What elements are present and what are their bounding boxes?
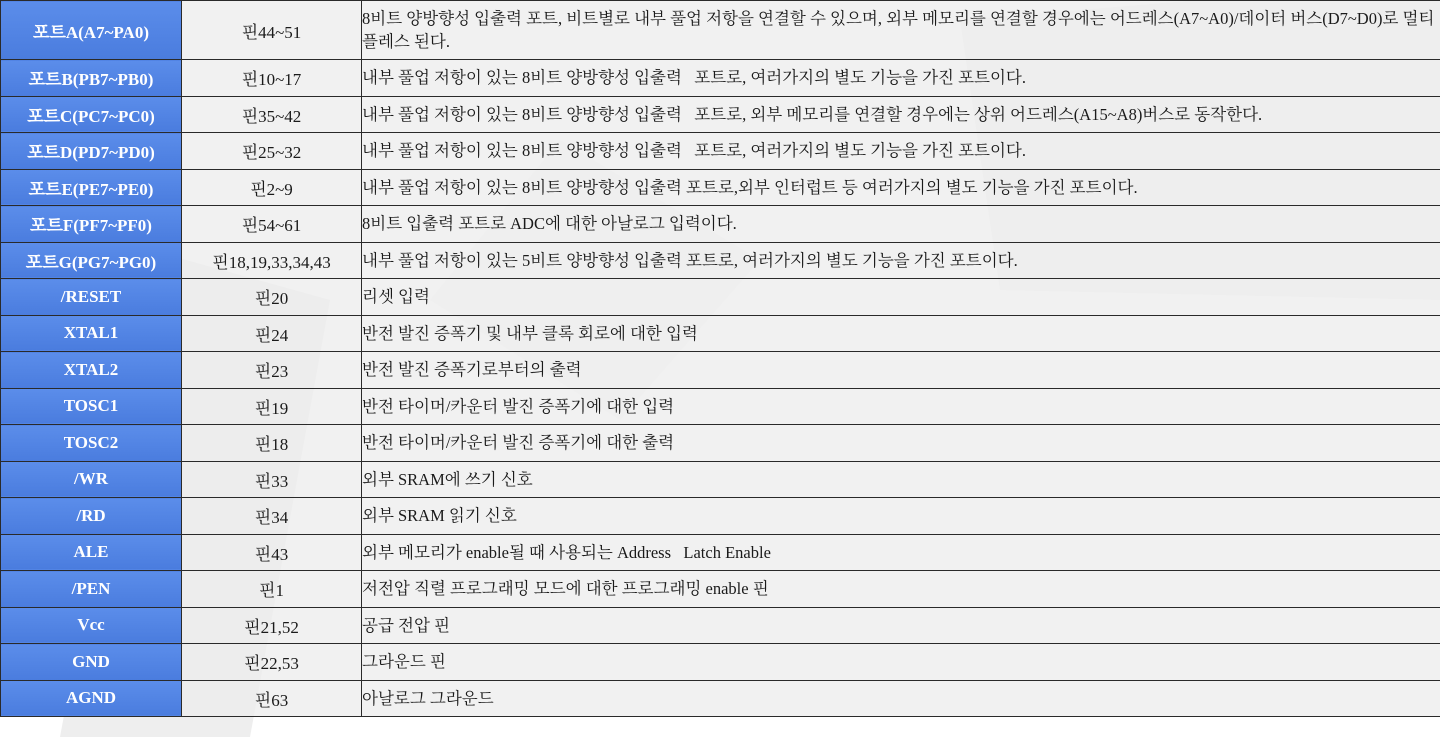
table-row	[1, 96, 1440, 133]
description-text: 그라운드 핀	[362, 652, 446, 672]
pin-name-cell: 포트D(PD7~PD0)	[1, 133, 182, 170]
pin-name-cell: ALE	[1, 534, 182, 571]
pin-description-cell	[362, 388, 1440, 425]
table-row	[1, 498, 1440, 535]
pin-number-cell: 핀23	[182, 352, 362, 389]
table-row	[1, 352, 1440, 389]
pin-number-cell: 핀20	[182, 279, 362, 316]
pin-number-cell: 핀10~17	[182, 60, 362, 97]
description-text: 8비트 입출력 포트로 ADC에 대한 아날로그 입력이다.	[362, 214, 737, 234]
pin-number-cell: 핀22,53	[182, 644, 362, 681]
table-row	[1, 607, 1440, 644]
table-row	[1, 279, 1440, 316]
description-text: 아날로그 그라운드	[362, 688, 494, 708]
pin-description-cell	[362, 461, 1440, 498]
pin-name-cell: 포트G(PG7~PG0)	[1, 242, 182, 279]
pin-description-cell	[362, 498, 1440, 535]
description-text: 반전 타이머/카운터 발진 증폭기에 대한 출력	[362, 433, 675, 453]
pin-number-cell: 핀25~32	[182, 133, 362, 170]
pin-name-cell: GND	[1, 644, 182, 681]
pin-number-cell: 핀19	[182, 388, 362, 425]
pin-description-cell	[362, 169, 1440, 206]
pin-description-cell	[362, 644, 1440, 681]
pin-description-cell	[362, 352, 1440, 389]
table-row	[1, 315, 1440, 352]
pin-name-cell: /RESET	[1, 279, 182, 316]
table-row	[1, 680, 1440, 717]
pin-number-cell: 핀18	[182, 425, 362, 462]
pin-name-cell: TOSC2	[1, 425, 182, 462]
pin-name-cell: TOSC1	[1, 388, 182, 425]
pin-description-cell	[362, 571, 1440, 608]
pin-description-cell	[362, 133, 1440, 170]
pin-number-cell: 핀33	[182, 461, 362, 498]
description-text: 반전 발진 증폭기 및 내부 클록 회로에 대한 입력	[362, 323, 698, 343]
table-row	[1, 388, 1440, 425]
table-row	[1, 425, 1440, 462]
pin-name-cell: /WR	[1, 461, 182, 498]
description-text: 공급 전압 핀	[362, 615, 450, 635]
pin-name-cell: /RD	[1, 498, 182, 535]
description-text: 내부 풀업 저항이 있는 8비트 양방향성 입출력 포트로, 여러가지의 별도 기능을 가진 포트이다.	[362, 68, 1026, 88]
description-text: 반전 타이머/카운터 발진 증폭기에 대한 입력	[362, 396, 675, 416]
pin-number-cell: 핀21,52	[182, 607, 362, 644]
pin-name-cell: Vcc	[1, 607, 182, 644]
pin-number-cell: 핀54~61	[182, 206, 362, 243]
pin-name-cell: 포트B(PB7~PB0)	[1, 60, 182, 97]
table-row	[1, 242, 1440, 279]
pin-number-cell: 핀63	[182, 680, 362, 717]
table-row	[1, 534, 1440, 571]
description-text: 내부 풀업 저항이 있는 8비트 양방향성 입출력 포트로,외부 인터럽트 등 여러가지의 별도 기능을 가진 포트이다.	[362, 177, 1138, 197]
pin-name-cell: 포트C(PC7~PC0)	[1, 96, 182, 133]
pin-description-cell	[362, 425, 1440, 462]
table-row	[1, 133, 1440, 170]
pin-name-cell: 포트A(A7~PA0)	[1, 1, 182, 60]
pin-description-cell	[362, 607, 1440, 644]
pin-number-cell: 핀2~9	[182, 169, 362, 206]
table-row	[1, 60, 1440, 97]
pin-description-cell	[362, 534, 1440, 571]
table-row	[1, 206, 1440, 243]
pin-name-cell: 포트E(PE7~PE0)	[1, 169, 182, 206]
pin-number-cell: 핀18,19,33,34,43	[182, 242, 362, 279]
pin-table-body	[1, 1, 1440, 717]
description-text: 내부 풀업 저항이 있는 8비트 양방향성 입출력 포트로, 여러가지의 별도 기능을 가진 포트이다.	[362, 141, 1026, 161]
pin-description-cell	[362, 206, 1440, 243]
pin-description-cell	[362, 60, 1440, 97]
description-text: 외부 SRAM에 쓰기 신호	[362, 469, 533, 489]
description-text: 내부 풀업 저항이 있는 8비트 양방향성 입출력 포트로, 외부 메모리를 연결할 경우에는 상위 어드레스(A15~A8)버스로 동작한다.	[362, 104, 1263, 124]
table-row	[1, 571, 1440, 608]
pin-number-cell: 핀35~42	[182, 96, 362, 133]
pin-number-cell: 핀43	[182, 534, 362, 571]
description-text: 저전압 직렬 프로그래밍 모드에 대한 프로그래밍 enable 핀	[362, 579, 769, 599]
description-text: 리셋 입력	[362, 287, 430, 307]
pin-number-cell: 핀34	[182, 498, 362, 535]
pin-description-cell	[362, 242, 1440, 279]
pin-number-cell: 핀24	[182, 315, 362, 352]
table-row	[1, 169, 1440, 206]
pin-description-cell	[362, 1, 1440, 60]
pin-description-cell	[362, 279, 1440, 316]
pin-number-cell: 핀1	[182, 571, 362, 608]
description-text: 8비트 양방향성 입출력 포트, 비트별로 내부 풀업 저항을 연결할 수 있으며, 외부 메모리를 연결할 경우에는 어드레스(A7~A0)/데이터 버스(D7~D0)로 멀티플레스 된다.	[362, 9, 1435, 51]
pin-number-cell: 핀44~51	[182, 1, 362, 60]
pin-name-cell: XTAL1	[1, 315, 182, 352]
pin-name-cell: AGND	[1, 680, 182, 717]
pin-description-cell	[362, 680, 1440, 717]
table-row	[1, 461, 1440, 498]
description-text: 외부 SRAM 읽기 신호	[362, 506, 517, 526]
table-row	[1, 1, 1440, 60]
pin-name-cell: XTAL2	[1, 352, 182, 389]
description-text: 반전 발진 증폭기로부터의 출력	[362, 360, 582, 380]
description-text: 외부 메모리가 enable될 때 사용되는 Address Latch Enable	[362, 542, 771, 562]
pin-description-cell	[362, 96, 1440, 133]
pin-name-cell: /PEN	[1, 571, 182, 608]
pin-description-cell	[362, 315, 1440, 352]
description-text: 내부 풀업 저항이 있는 5비트 양방향성 입출력 포트로, 여러가지의 별도 기능을 가진 포트이다.	[362, 250, 1018, 270]
pin-name-cell: 포트F(PF7~PF0)	[1, 206, 182, 243]
table-row	[1, 644, 1440, 681]
